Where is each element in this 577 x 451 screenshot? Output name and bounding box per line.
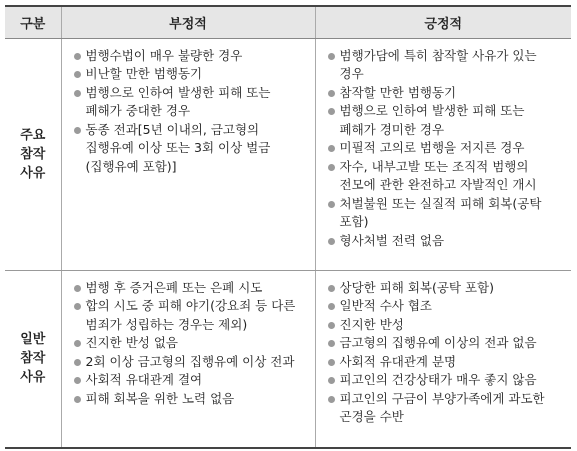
negative-cell xyxy=(61,38,315,270)
negative-factor-list xyxy=(63,272,314,409)
positive-factor-list xyxy=(317,272,571,427)
list-item: 비난할 만한 범행동기 xyxy=(73,65,306,84)
negative-factor-list xyxy=(63,40,314,177)
list-item: 사회적 유대관계 결여 xyxy=(73,371,306,390)
category-line: 일반 xyxy=(20,332,46,347)
list-item: 2회 이상 금고형의 집행유예 이상 전과 xyxy=(73,353,306,372)
category-line: 사유 xyxy=(20,165,46,181)
table-row-general-factors xyxy=(5,270,571,448)
list-item: 참작할 만한 범행동기 xyxy=(327,84,563,103)
list-item: 형사처벌 전력 없음 xyxy=(327,232,563,251)
list-item: 처벌불원 또는 실질적 피해 회복(공탁 포함) xyxy=(327,195,563,232)
list-item: 범행으로 인하여 발생한 피해 또는 폐해가 중대한 경우 xyxy=(73,84,306,121)
positive-cell xyxy=(315,38,571,270)
list-item: 상당한 피해 회복(공탁 포함) xyxy=(327,279,563,298)
category-line: 참작 xyxy=(20,351,46,366)
list-item: 범행가담에 특히 참작할 사유가 있는 경우 xyxy=(327,47,563,84)
negative-cell xyxy=(61,270,315,448)
category-line: 참작 xyxy=(20,146,46,162)
list-item: 동종 전과[5년 이내의, 금고형의 집행유예 이상 또는 3회 이상 벌금(집행유예 포함)] xyxy=(73,121,306,177)
header-positive: 긍정적 xyxy=(315,6,571,38)
list-item: 진지한 반성 xyxy=(327,316,563,335)
list-item: 범행으로 인하여 발생한 피해 또는 폐해가 경미한 경우 xyxy=(327,102,563,139)
list-item: 범행 후 증거은폐 또는 은폐 시도 xyxy=(73,279,306,298)
list-item: 금고형의 집행유예 이상의 전과 없음 xyxy=(327,334,563,353)
header-negative: 부정적 xyxy=(61,6,315,38)
list-item: 미필적 고의로 범행을 저지른 경우 xyxy=(327,139,563,158)
list-item: 피해 회복을 위한 노력 없음 xyxy=(73,390,306,409)
sentencing-factors-table xyxy=(5,5,571,449)
list-item: 일반적 수사 협조 xyxy=(327,297,563,316)
list-item: 자수, 내부고발 또는 조직적 범행의 전모에 관한 완전하고 자발적인 개시 xyxy=(327,158,563,195)
list-item: 사회적 유대관계 분명 xyxy=(327,353,563,372)
category-line: 주요 xyxy=(20,127,46,143)
positive-factor-list xyxy=(317,40,571,251)
category-general-factors xyxy=(5,270,61,448)
list-item: 합의 시도 중 피해 야기(강요죄 등 다른 범죄가 성립하는 경우는 제외) xyxy=(73,297,306,334)
positive-cell xyxy=(315,270,571,448)
list-item: 피고인의 구금이 부양가족에게 과도한 곤경을 수반 xyxy=(327,390,563,427)
header-category: 구분 xyxy=(5,6,61,38)
category-major-factors xyxy=(5,38,61,270)
category-line: 사유 xyxy=(20,370,46,385)
table-row-major-factors xyxy=(5,38,571,270)
sentencing-factors-table-wrapper xyxy=(5,5,571,449)
header-row xyxy=(5,6,571,38)
list-item: 범행수법이 매우 불량한 경우 xyxy=(73,47,306,66)
list-item: 피고인의 건강상태가 매우 좋지 않음 xyxy=(327,371,563,390)
list-item: 진지한 반성 없음 xyxy=(73,334,306,353)
